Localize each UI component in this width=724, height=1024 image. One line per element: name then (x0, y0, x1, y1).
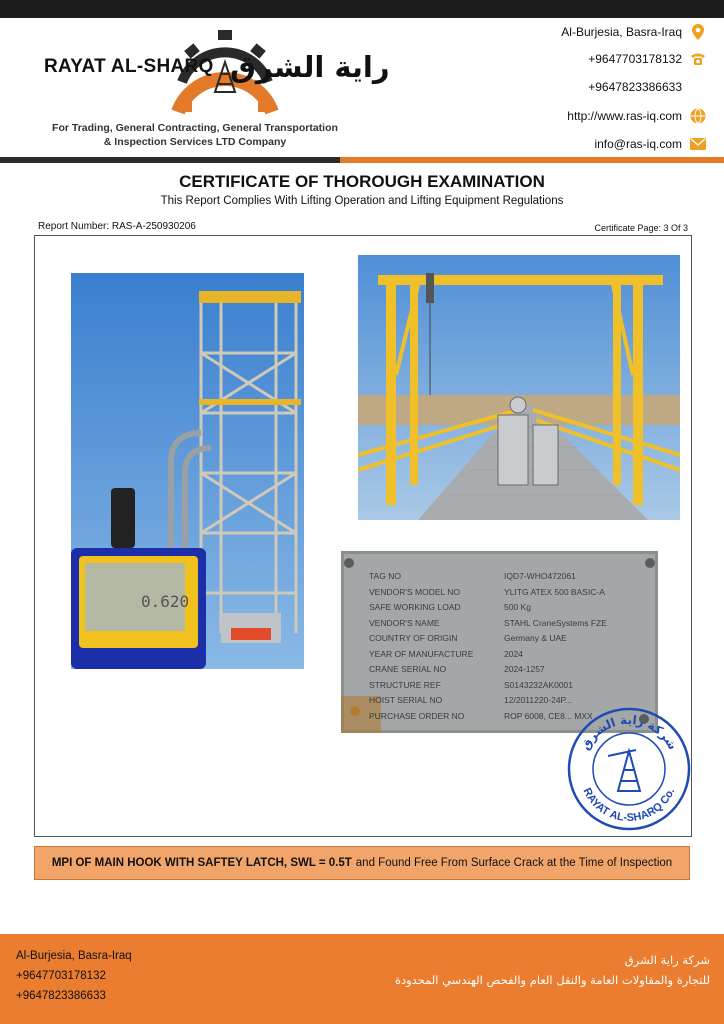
stamp-text-top: شركة راية الشرق (578, 712, 680, 753)
certificate-title: CERTIFICATE OF THOROUGH EXAMINATION (179, 172, 545, 191)
nameplate-row: YEAR OF MANUFACTURE 2024 (369, 648, 523, 659)
footer-contact (16, 946, 132, 1006)
inspection-note (34, 846, 690, 880)
report-number: Report Number: RAS-A-250930206 (38, 221, 196, 232)
footer-company-name-ar: شركة راية الشرق (624, 953, 710, 967)
nameplate-row: COUNTRY OF ORIGIN Germany & UAE (369, 633, 567, 643)
brand-subtitle-line2: & Inspection Services LTD Company (103, 136, 287, 148)
inspection-note-bold: MPI OF MAIN HOOK WITH SAFTEY LATCH, SWL = 0.5T (51, 857, 352, 869)
company-stamp (566, 706, 692, 832)
nameplate-row: CRANE SERIAL NO 2024-1257 (369, 664, 545, 674)
contact-phone-1 (588, 51, 706, 67)
contact-email-link[interactable]: info@ras-iq.com (594, 137, 682, 151)
stamp-text-bottom: RAYAT AL-SHARQ Co. (580, 786, 678, 825)
contact-website[interactable] (567, 108, 706, 124)
brand-name-en: RAYAT AL-SHARQ (44, 56, 214, 77)
contact-phone-1-text: +9647703178132 (588, 52, 682, 66)
globe-icon (690, 108, 706, 124)
location-pin-icon (690, 24, 706, 40)
nameplate-row: STRUCTURE REF S0143232AK0001 (369, 679, 574, 690)
certificate-page: Certificate Page: 3 Of 3 (594, 223, 688, 233)
contact-address-text: Al-Burjesia, Basra-Iraq (561, 25, 682, 39)
footer-phone-1: +9647703178132 (16, 970, 106, 982)
footer (0, 934, 724, 1024)
nameplate-row: SAFE WORKING LOAD 500 Kg (369, 602, 531, 612)
nameplate-row: VENDOR'S MODEL NO YLITG ATEX 500 BASIC-A (369, 586, 605, 597)
inspection-note-text: and Found Free From Surface Crack at the Time of Inspection (355, 857, 673, 869)
footer-company-desc-ar: للتجارة والمقاولات العامة والنقل العام والفحص الهندسي المحدودة (394, 973, 710, 987)
photo-gantry-crane (358, 255, 680, 520)
footer-company-ar (395, 950, 710, 990)
brand-subtitle-line1: For Trading, General Contracting, General Transportation (52, 122, 338, 134)
header-divider-orange (340, 157, 724, 163)
phone-icon (690, 51, 706, 67)
gauge-reading: 0.620 (141, 592, 190, 611)
contact-phone-2 (588, 80, 682, 94)
mail-icon (690, 136, 706, 152)
contact-website-link[interactable]: http://www.ras-iq.com (567, 109, 682, 123)
nameplate-row: VENDOR'S NAME STAHL CraneSystems FZE (369, 617, 607, 628)
footer-phone-2: +9647823386633 (16, 990, 106, 1002)
nameplate-table (369, 569, 649, 724)
nameplate-row: TAG NO IQD7-WHO472061 (369, 571, 576, 581)
contact-email[interactable] (594, 136, 706, 152)
brand-name-ar: راية الشرق (230, 50, 390, 84)
nameplate-row: HOIST SERIAL NO 12/2011220-24P... (369, 695, 573, 705)
certificate-subtitle: This Report Complies With Lifting Operation and Lifting Equipment Regulations (160, 195, 564, 207)
contact-address (561, 24, 706, 40)
brand-subtitle (30, 121, 360, 149)
top-bar (0, 0, 724, 18)
header-divider-dark (0, 157, 340, 163)
footer-address: Al-Burjesia, Basra-Iraq (16, 950, 132, 962)
photo-gauge-structure (71, 273, 304, 669)
contact-phone-2-text: +9647823386633 (588, 80, 682, 94)
nameplate-row: PURCHASE ORDER NO ROP 6008, CE8... MXX (369, 710, 593, 721)
